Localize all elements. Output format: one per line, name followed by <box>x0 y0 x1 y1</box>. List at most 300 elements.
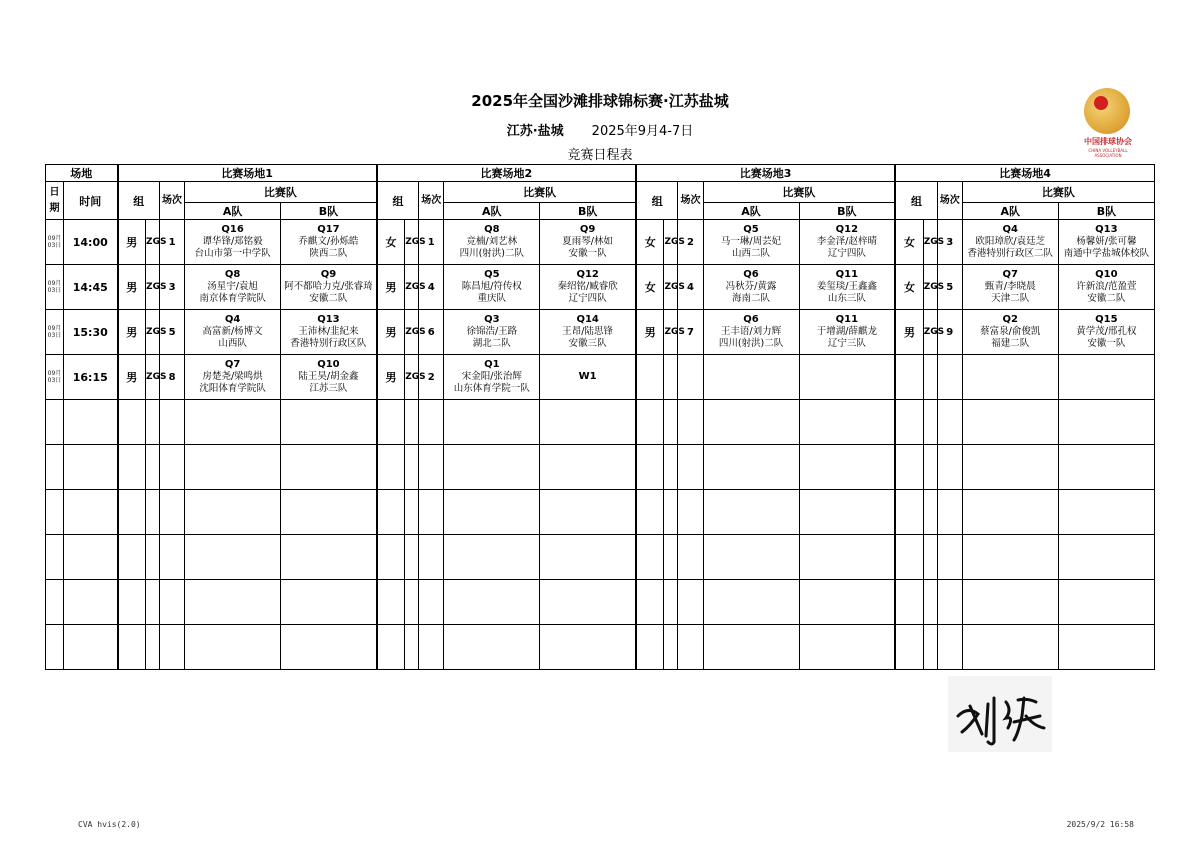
team-players: 夏雨琴/林如 <box>562 236 613 247</box>
footer-software: CVA hvis(2.0) <box>78 820 141 829</box>
empty-cell <box>923 400 937 445</box>
team-cell <box>185 220 281 265</box>
empty-cell <box>895 445 923 490</box>
empty-cell <box>937 400 962 445</box>
header-court-4: 比赛场地4 <box>895 165 1154 182</box>
header-teams: 比赛队 <box>962 182 1154 203</box>
logo-emblem-icon <box>1084 88 1130 134</box>
match-group: ZGS <box>664 220 678 265</box>
empty-cell <box>636 400 664 445</box>
empty-cell <box>146 445 160 490</box>
match-number: 9 <box>937 310 962 355</box>
team-players: 陈昌旭/符传权 <box>461 281 522 292</box>
empty-cell <box>64 535 118 580</box>
empty-cell <box>1058 490 1154 535</box>
empty-cell <box>664 580 678 625</box>
team-code: Q1 <box>484 359 500 370</box>
empty-cell <box>636 580 664 625</box>
empty-cell <box>46 400 64 445</box>
empty-cell <box>146 625 160 670</box>
team-club: 天津二队 <box>991 293 1030 304</box>
team-club: 湖北二队 <box>472 338 511 349</box>
team-code: Q13 <box>1095 224 1118 235</box>
team-code: Q2 <box>1002 314 1018 325</box>
team-cell <box>540 220 636 265</box>
team-players: 马一琳/周芸妃 <box>720 236 782 247</box>
empty-row <box>46 445 1155 490</box>
empty-cell <box>160 445 185 490</box>
team-club: 四川(射洪)二队 <box>459 248 525 259</box>
empty-cell <box>444 445 540 490</box>
empty-cell <box>64 580 118 625</box>
team-players: 欧阳璋欣/袁廷芝 <box>975 236 1046 247</box>
team-code: Q12 <box>835 224 859 235</box>
team-code: Q16 <box>221 224 244 235</box>
empty-cell <box>46 535 64 580</box>
empty-cell <box>937 625 962 670</box>
empty-cell <box>895 400 923 445</box>
empty-cell <box>118 535 146 580</box>
logo-ball-icon <box>1094 96 1108 110</box>
empty-cell <box>419 490 444 535</box>
team-club: 山西二队 <box>732 248 771 259</box>
team-code: Q11 <box>835 314 859 325</box>
empty-cell <box>923 490 937 535</box>
empty-cell <box>185 625 281 670</box>
team-club: 辽宁四队 <box>827 248 866 259</box>
team-cell <box>703 310 799 355</box>
header-venue: 场地 <box>46 165 118 182</box>
empty-cell <box>281 535 377 580</box>
team-club: 安徽二队 <box>309 293 348 304</box>
empty-cell <box>419 400 444 445</box>
empty-cell <box>405 535 419 580</box>
row-time: 14:45 <box>64 265 118 310</box>
empty-cell <box>962 625 1058 670</box>
team-cell <box>185 310 281 355</box>
header-group: 组 <box>895 182 937 220</box>
empty-row <box>46 535 1155 580</box>
empty-cell <box>405 445 419 490</box>
team-code: Q7 <box>1002 269 1018 280</box>
match-group: ZGS <box>146 355 160 400</box>
empty-cell <box>419 580 444 625</box>
header-match: 场次 <box>160 182 185 220</box>
empty-cell <box>540 625 636 670</box>
team-club: 南京体育学院队 <box>199 293 266 304</box>
team-cell <box>444 310 540 355</box>
schedule-row <box>46 355 1155 400</box>
empty-cell <box>799 400 895 445</box>
match-group: ZGS <box>146 220 160 265</box>
match-gender: 男 <box>377 355 405 400</box>
team-code: Q10 <box>1095 269 1118 280</box>
team-cell <box>962 310 1058 355</box>
empty-cell <box>540 400 636 445</box>
empty-cell <box>281 445 377 490</box>
logo-text: 中国排球协会 <box>1084 137 1132 146</box>
match-number <box>937 355 962 400</box>
empty-cell <box>923 580 937 625</box>
empty-cell <box>160 535 185 580</box>
empty-cell <box>444 400 540 445</box>
match-gender: 女 <box>377 220 405 265</box>
team-cell <box>281 310 377 355</box>
team-club: 重庆队 <box>477 293 507 304</box>
empty-cell <box>1058 535 1154 580</box>
team-code: Q3 <box>484 314 500 325</box>
team-players: 蔡富泉/俞俊凯 <box>980 326 1041 337</box>
empty-cell <box>377 625 405 670</box>
match-number <box>678 355 703 400</box>
empty-cell <box>64 490 118 535</box>
footer-timestamp: 2025/9/2 16:58 <box>1066 820 1134 829</box>
match-group: ZGS <box>405 220 419 265</box>
empty-cell <box>281 625 377 670</box>
empty-cell <box>1058 625 1154 670</box>
team-cell <box>540 310 636 355</box>
team-code: Q15 <box>1095 314 1118 325</box>
schedule-row <box>46 220 1155 265</box>
empty-cell <box>962 400 1058 445</box>
empty-cell <box>377 490 405 535</box>
team-club: 沈阳体育学院队 <box>199 383 266 394</box>
team-players: 冯秋芬/黄露 <box>725 281 777 292</box>
team-cell <box>799 265 895 310</box>
match-number: 3 <box>937 220 962 265</box>
empty-cell <box>377 400 405 445</box>
empty-cell <box>678 400 703 445</box>
empty-cell <box>118 490 146 535</box>
team-cell <box>1058 355 1154 400</box>
match-number: 5 <box>160 310 185 355</box>
match-group <box>923 355 937 400</box>
team-cell <box>540 355 636 400</box>
header-team-a: A队 <box>444 203 540 220</box>
empty-cell <box>540 535 636 580</box>
team-club: 安徽一队 <box>1087 338 1126 349</box>
empty-cell <box>405 625 419 670</box>
team-cell <box>444 355 540 400</box>
team-players: 甄青/李晓晨 <box>984 281 1036 292</box>
empty-row <box>46 580 1155 625</box>
header-team-b: B队 <box>281 203 377 220</box>
empty-cell <box>185 400 281 445</box>
team-club: 台山市第一中学队 <box>194 248 271 259</box>
empty-cell <box>937 490 962 535</box>
empty-cell <box>118 400 146 445</box>
empty-cell <box>678 580 703 625</box>
empty-cell <box>937 580 962 625</box>
team-cell <box>703 265 799 310</box>
empty-cell <box>185 535 281 580</box>
empty-cell <box>799 445 895 490</box>
empty-cell <box>419 535 444 580</box>
team-cell <box>444 220 540 265</box>
team-code: W1 <box>578 371 597 382</box>
team-cell <box>540 265 636 310</box>
empty-row <box>46 400 1155 445</box>
team-players: 于增湖/薛麒龙 <box>816 326 877 337</box>
empty-row <box>46 625 1155 670</box>
match-gender: 女 <box>636 220 664 265</box>
empty-cell <box>664 625 678 670</box>
team-code: Q4 <box>224 314 241 325</box>
team-club: 香港特别行政区队 <box>290 338 367 349</box>
empty-cell <box>377 445 405 490</box>
empty-cell <box>895 580 923 625</box>
empty-cell <box>703 625 799 670</box>
header-team-b: B队 <box>1058 203 1154 220</box>
team-club: 陕西二队 <box>309 248 348 259</box>
header-teams: 比赛队 <box>444 182 636 203</box>
team-cell <box>281 220 377 265</box>
empty-cell <box>678 625 703 670</box>
team-players: 王沛林/韭紀来 <box>298 326 359 337</box>
team-code: Q8 <box>484 224 500 235</box>
empty-cell <box>1058 445 1154 490</box>
team-code: Q7 <box>224 359 241 370</box>
team-players: 宋金阳/张治辉 <box>461 371 522 382</box>
row-date: 09月03日 <box>46 265 64 310</box>
header-time: 时间 <box>64 182 118 220</box>
match-group: ZGS <box>664 265 678 310</box>
team-players: 王丰语/刘力辉 <box>720 326 782 337</box>
team-code: Q9 <box>579 224 596 235</box>
header-group: 组 <box>377 182 419 220</box>
empty-cell <box>146 400 160 445</box>
empty-cell <box>64 400 118 445</box>
empty-cell <box>146 535 160 580</box>
header-teams: 比赛队 <box>703 182 895 203</box>
empty-cell <box>895 535 923 580</box>
team-code: Q5 <box>484 269 500 280</box>
row-time: 14:00 <box>64 220 118 265</box>
empty-cell <box>46 625 64 670</box>
match-group: ZGS <box>923 310 937 355</box>
schedule-table <box>45 164 1155 670</box>
signature-image <box>948 676 1052 752</box>
team-code: Q8 <box>224 269 241 280</box>
team-club: 山东体育学院一队 <box>453 383 530 394</box>
empty-cell <box>46 445 64 490</box>
team-players: 黄学茂/邢孔权 <box>1076 326 1137 337</box>
empty-cell <box>419 625 444 670</box>
team-club: 辽宁三队 <box>827 338 866 349</box>
match-gender: 男 <box>118 265 146 310</box>
header-court-2: 比赛场地2 <box>377 165 636 182</box>
match-number: 4 <box>419 265 444 310</box>
team-cell <box>703 355 799 400</box>
match-number: 5 <box>937 265 962 310</box>
team-players: 秦绍铭/臧睿欣 <box>557 281 618 292</box>
empty-cell <box>160 490 185 535</box>
empty-cell <box>937 445 962 490</box>
header-group: 组 <box>118 182 160 220</box>
header-match: 场次 <box>419 182 444 220</box>
empty-cell <box>703 445 799 490</box>
match-gender: 女 <box>895 265 923 310</box>
page-subtitle <box>0 120 1200 139</box>
row-date: 09月03日 <box>46 355 64 400</box>
match-gender: 男 <box>895 310 923 355</box>
team-code: Q10 <box>317 359 340 370</box>
row-date: 09月03日 <box>46 310 64 355</box>
empty-cell <box>185 445 281 490</box>
empty-cell <box>923 445 937 490</box>
empty-cell <box>146 490 160 535</box>
empty-cell <box>895 625 923 670</box>
empty-cell <box>636 535 664 580</box>
row-time: 15:30 <box>64 310 118 355</box>
team-players: 高富新/杨博文 <box>202 326 263 337</box>
empty-cell <box>636 490 664 535</box>
empty-cell <box>636 625 664 670</box>
empty-cell <box>664 490 678 535</box>
team-club: 安徽一队 <box>568 248 607 259</box>
cva-logo <box>1076 86 1140 158</box>
empty-cell <box>799 535 895 580</box>
empty-cell <box>962 490 1058 535</box>
match-gender: 男 <box>118 310 146 355</box>
header-team-a: A队 <box>703 203 799 220</box>
empty-cell <box>703 400 799 445</box>
empty-cell <box>703 490 799 535</box>
empty-cell <box>281 490 377 535</box>
empty-cell <box>962 535 1058 580</box>
team-players: 乔麒文/孙烁皓 <box>298 236 359 247</box>
empty-cell <box>664 535 678 580</box>
header-team-b: B队 <box>540 203 636 220</box>
team-cell <box>799 220 895 265</box>
empty-cell <box>678 535 703 580</box>
header-team-a: A队 <box>962 203 1058 220</box>
schedule-row <box>46 265 1155 310</box>
match-gender: 女 <box>636 265 664 310</box>
empty-cell <box>444 490 540 535</box>
team-cell <box>444 265 540 310</box>
empty-cell <box>444 625 540 670</box>
team-players: 竞楠/刘艺林 <box>466 236 518 247</box>
empty-cell <box>419 445 444 490</box>
team-club: 辽宁四队 <box>568 293 607 304</box>
empty-cell <box>962 580 1058 625</box>
empty-cell <box>281 400 377 445</box>
team-code: Q9 <box>320 269 337 280</box>
empty-cell <box>185 490 281 535</box>
match-group: ZGS <box>146 310 160 355</box>
subtitle-date: 2025年9月4-7日 <box>591 124 694 139</box>
header-team-a: A队 <box>185 203 281 220</box>
match-number: 6 <box>419 310 444 355</box>
team-players: 阿不都哈力克/张睿琦 <box>284 281 373 292</box>
team-club: 香港特别行政区二队 <box>967 248 1053 259</box>
match-group: ZGS <box>405 265 419 310</box>
header-group: 组 <box>636 182 678 220</box>
match-group: ZGS <box>146 265 160 310</box>
empty-cell <box>540 490 636 535</box>
match-gender: 男 <box>377 265 405 310</box>
team-cell <box>962 265 1058 310</box>
empty-cell <box>540 445 636 490</box>
match-gender: 男 <box>118 355 146 400</box>
empty-cell <box>1058 580 1154 625</box>
empty-cell <box>377 580 405 625</box>
empty-cell <box>405 490 419 535</box>
empty-cell <box>1058 400 1154 445</box>
team-cell <box>281 265 377 310</box>
team-players: 汤星宇/袁旭 <box>207 281 258 292</box>
row-time: 16:15 <box>64 355 118 400</box>
match-gender: 男 <box>636 310 664 355</box>
team-club: 山西队 <box>218 338 247 349</box>
team-club: 福建二队 <box>991 338 1030 349</box>
match-gender: 男 <box>118 220 146 265</box>
team-players: 陆王昊/胡金鑫 <box>298 371 359 382</box>
empty-cell <box>377 535 405 580</box>
match-group: ZGS <box>923 220 937 265</box>
team-cell <box>1058 310 1154 355</box>
row-date: 09月03日 <box>46 220 64 265</box>
schedule-caption: 竞赛日程表 <box>567 148 633 163</box>
match-group: ZGS <box>405 310 419 355</box>
empty-cell <box>799 580 895 625</box>
team-cell <box>1058 265 1154 310</box>
empty-cell <box>937 535 962 580</box>
team-cell <box>962 355 1058 400</box>
empty-row <box>46 490 1155 535</box>
empty-cell <box>799 625 895 670</box>
team-code: Q13 <box>317 314 340 325</box>
team-cell <box>185 355 281 400</box>
empty-cell <box>160 400 185 445</box>
team-cell <box>1058 220 1154 265</box>
empty-cell <box>405 580 419 625</box>
header-court-1: 比赛场地1 <box>118 165 377 182</box>
team-cell <box>962 220 1058 265</box>
team-cell <box>703 220 799 265</box>
team-club: 四川(射洪)二队 <box>718 338 784 349</box>
team-code: Q12 <box>576 269 599 280</box>
team-club: 山东三队 <box>827 293 866 304</box>
match-number: 1 <box>419 220 444 265</box>
match-gender <box>895 355 923 400</box>
team-club: 安徽三队 <box>568 338 607 349</box>
team-players: 徐锦浩/王路 <box>466 326 518 337</box>
empty-cell <box>962 445 1058 490</box>
empty-cell <box>664 445 678 490</box>
team-code: Q14 <box>576 314 599 325</box>
empty-cell <box>664 400 678 445</box>
team-players: 杨馨妍/张可馨 <box>1076 236 1137 247</box>
team-cell <box>281 355 377 400</box>
empty-cell <box>923 625 937 670</box>
empty-cell <box>118 445 146 490</box>
empty-cell <box>118 625 146 670</box>
team-club: 南通中学盐城体校队 <box>1063 248 1150 259</box>
team-players: 王昂/陆思锋 <box>562 326 613 337</box>
empty-cell <box>405 400 419 445</box>
empty-cell <box>799 490 895 535</box>
empty-cell <box>64 445 118 490</box>
empty-cell <box>160 625 185 670</box>
match-gender <box>636 355 664 400</box>
team-players: 许新浪/范盈萱 <box>1076 281 1137 292</box>
schedule-row <box>46 310 1155 355</box>
team-cell <box>799 355 895 400</box>
team-club: 江苏三队 <box>309 383 348 394</box>
empty-cell <box>444 580 540 625</box>
